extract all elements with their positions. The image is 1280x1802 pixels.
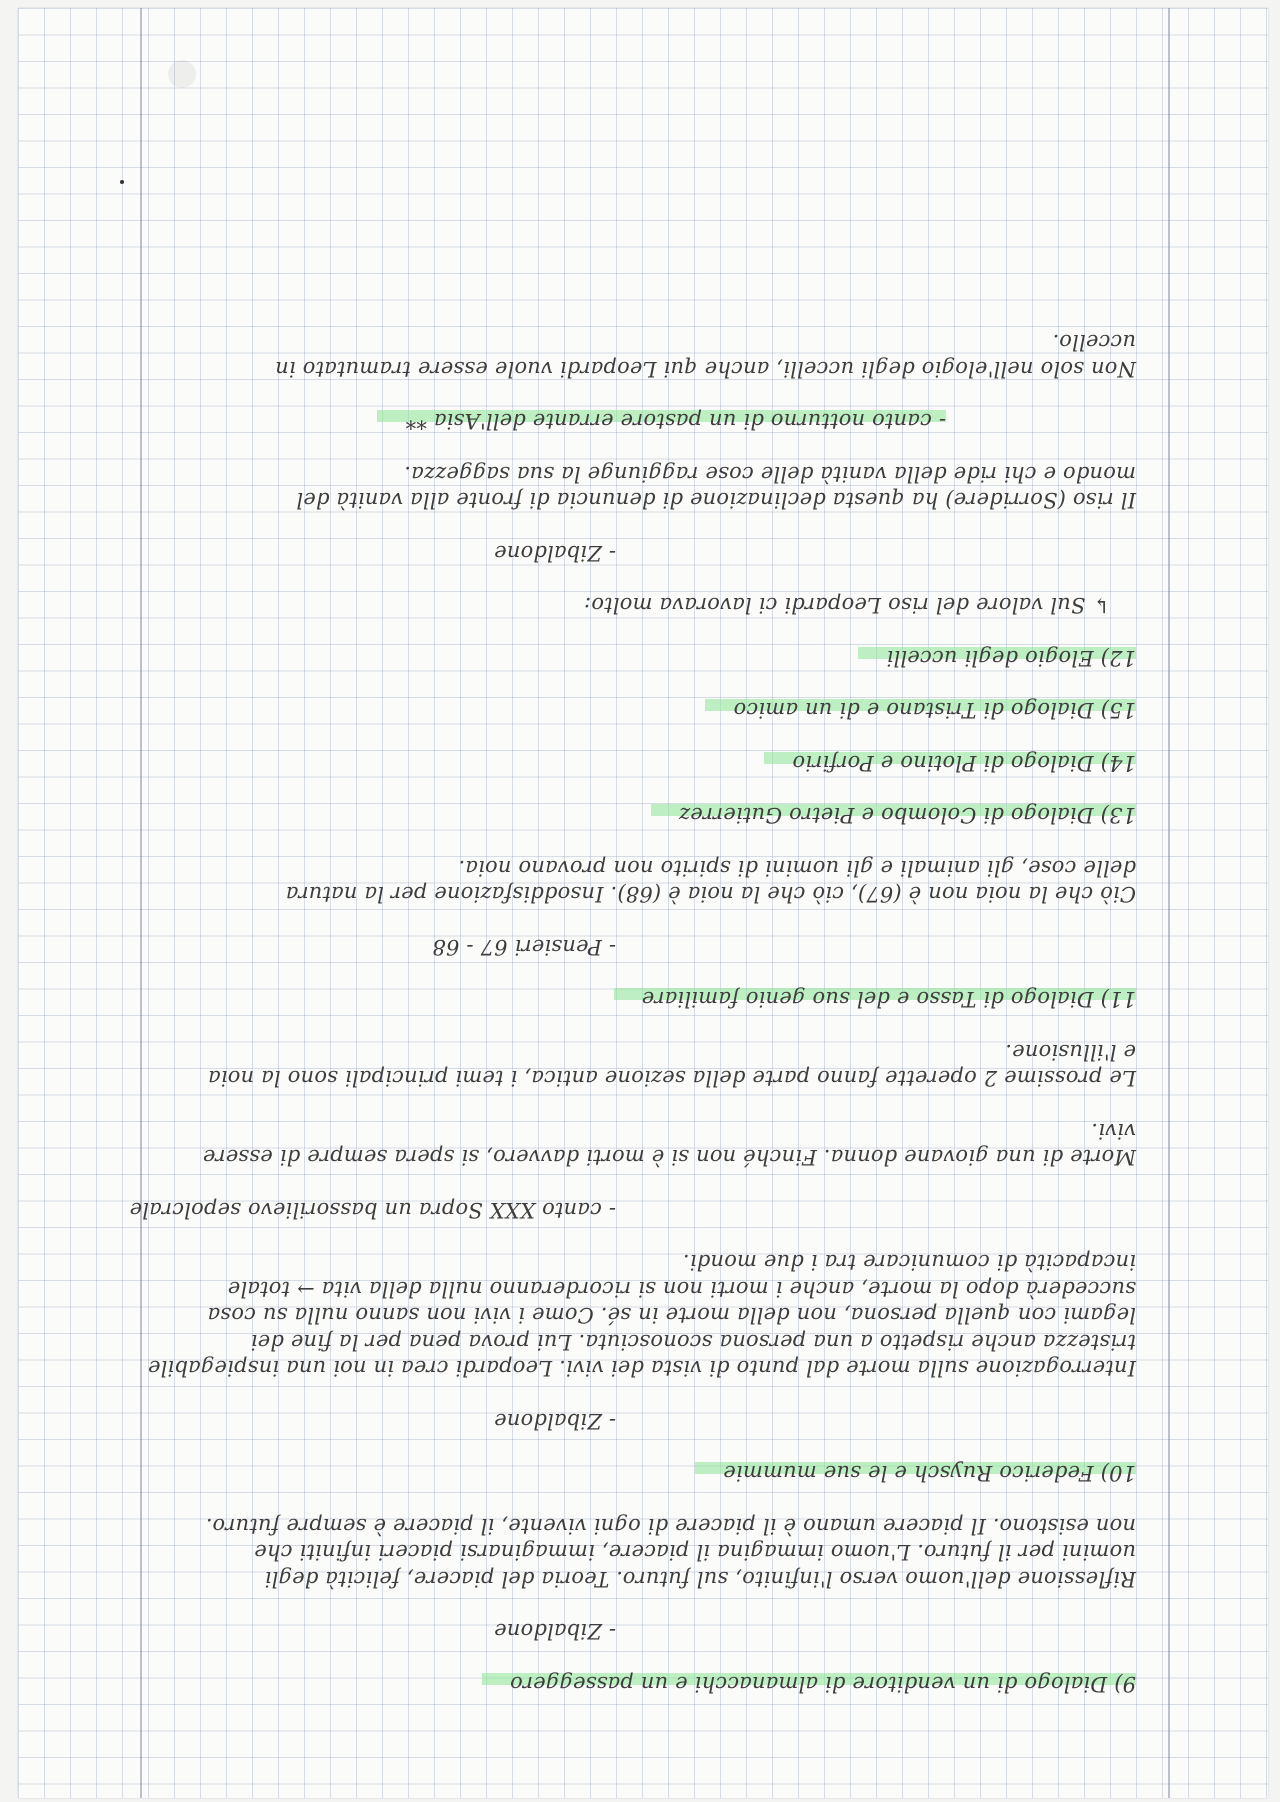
- section-heading: 10) Federico Ruysch e le sue mummie: [695, 1462, 1136, 1486]
- body-line: Riflessione dell'uomo verso l'infinito, sul futuro. Teoria del piacere, felicità degli: [264, 1567, 1136, 1591]
- body-line: Non solo nell'elogio degli uccelli, anche qui Leopardi vuole essere tramutato in: [275, 357, 1136, 381]
- body-line: mondo e chi ride della vanità delle cose raggiunge la sua saggezza.: [404, 462, 1136, 486]
- section-heading: 15) Dialogo di Tristano e di un amico: [705, 699, 1136, 723]
- section-source: - Zibaldone: [494, 541, 616, 565]
- notebook-page: [18, 8, 1268, 1798]
- body-line: uomini per il futuro. L'uomo immagina il piacere, immaginarsi piaceri infiniti che: [254, 1540, 1136, 1565]
- body-line: Morte di una giovane donna. Finché non si è morti davvero, si spera sempre di essere: [202, 1145, 1136, 1170]
- section-source: - Zibaldone: [494, 1619, 616, 1644]
- section-source: - Pensieri 67 - 68: [432, 935, 616, 959]
- handwritten-notes: [18, 8, 1268, 1798]
- body-line: uccello.: [1052, 330, 1136, 355]
- section-heading: 13) Dialogo di Colombo e Pietro Gutierrez: [651, 804, 1136, 828]
- body-line: Le prossime 2 operette fanno parte della sezione antica, i temi principali sono la noia: [207, 1066, 1136, 1091]
- body-line: ↳ Sul valore del riso Leopardi ci lavorava molto:: [583, 593, 1110, 618]
- notes-content: [86, 329, 1136, 1723]
- section-source-highlighted: - canto notturno di un pastore errante dell'Asia **: [377, 410, 946, 434]
- body-line: succederà dopo la morte, anche i morti non si ricorderanno nulla della vita → totale: [227, 1277, 1136, 1301]
- body-line: tristezza anche rispetto a una persona sconosciuta. Lui prova pena per la fine dei: [250, 1330, 1136, 1354]
- section-heading: 9) Dialogo di un venditore di almanacchi e un passeggero: [482, 1672, 1136, 1696]
- body-line: Ciò che la noia non è (67), ciò che la noia è (68). Insoddisfazione per la natura: [285, 882, 1136, 907]
- body-line: Il riso (Sorridere) ha questa declinazione di denuncia di fronte alla vanità del: [296, 488, 1136, 513]
- section-source: - canto XXX Sopra un bassorilievo sepolcrale: [129, 1198, 616, 1222]
- body-line: Interrogazione sulla morte dal punto di vista dei vivi. Leopardi crea in noi una inspiegabile: [147, 1356, 1136, 1381]
- section-heading: 11) Dialogo di Tasso e del suo genio familiare: [614, 988, 1136, 1012]
- body-line: legami con quella persona, non della morte in sé. Come i vivi non sanno nulla su cosa: [207, 1303, 1136, 1328]
- section-source: - Zibaldone: [494, 1409, 616, 1433]
- body-line: vivi.: [1091, 1119, 1136, 1143]
- section-heading: 12) Elogio degli uccelli: [858, 646, 1136, 670]
- body-line: e l'illusione.: [1005, 1040, 1136, 1064]
- section-heading: 14) Dialogo di Plotino e Porfirio: [764, 751, 1136, 775]
- body-line: incapacità di comunicare tra i due mondi.: [682, 1250, 1136, 1275]
- body-line: delle cose, gli animali e gli uomini di spirito non provano noia.: [458, 856, 1136, 880]
- body-line: non esistono. Il piacere umano è il piacere di ogni vivente, il piacere è sempre futuro.: [205, 1514, 1136, 1538]
